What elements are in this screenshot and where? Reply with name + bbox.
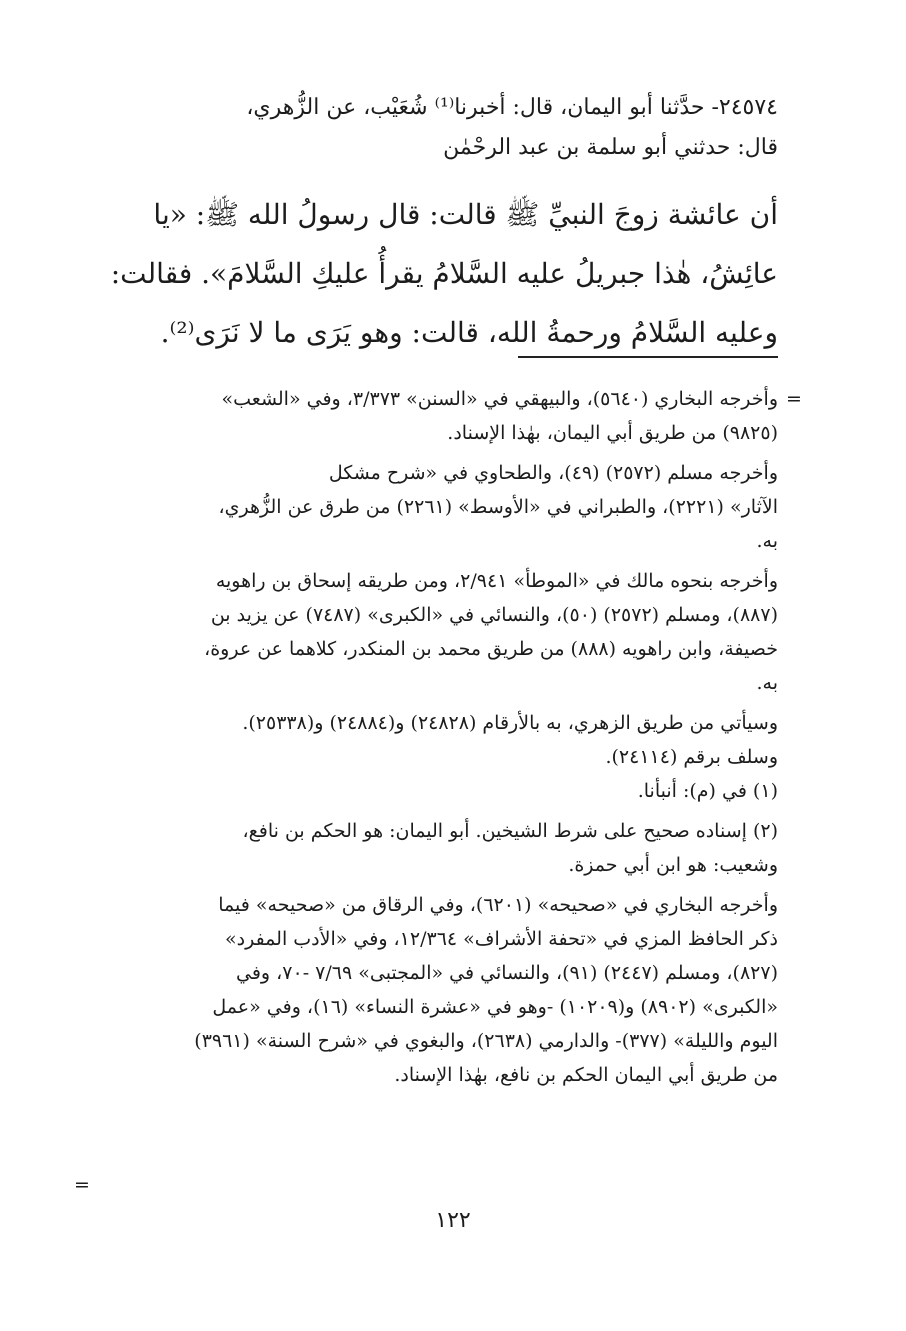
hadith-isnad — [78, 88, 778, 168]
footnote-line: (٨٨٧)، ومسلم (٢٥٧٢) (٥٠)، والنسائي في «الكبرى» (٧٤٨٧) عن يزيد بن — [210, 604, 778, 626]
page-number: ١٢٢ — [435, 1208, 471, 1233]
footnote-paragraph — [78, 706, 778, 774]
footnote-separator — [518, 356, 778, 358]
matn-line: وعليه السَّلامُ ورحمةُ الله، قالت: وهو يَرَى ما لا نَرَى⁽²⁾. — [160, 316, 778, 349]
footnote-line: (٨٢٧)، ومسلم (٢٤٤٧) (٩١)، والنسائي في «المجتبى» ٧/٦٩ -٧٠، وفي — [236, 962, 778, 984]
footnote-paragraph — [78, 814, 778, 882]
footnote-line: (٩٨٢٥) من طريق أبي اليمان، بهٰذا الإسناد. — [447, 422, 778, 444]
footnote-line: من طريق أبي اليمان الحكم بن نافع، بهٰذا الإسناد. — [394, 1064, 778, 1086]
hadith-matn — [78, 185, 778, 362]
footnote-line: به. — [756, 530, 778, 552]
footnote-line: وأخرجه بنحوه مالك في «الموطأ» ٢/٩٤١، ومن طريقه إسحاق بن راهويه — [215, 570, 778, 592]
footnote-paragraph — [78, 888, 778, 1092]
footnote-line: خصيفة، وابن راهويه (٨٨٨) من طريق محمد بن المنكدر، كلاهما عن عروة، — [204, 638, 778, 660]
footnote-paragraph — [78, 564, 778, 700]
footnote-line: اليوم والليلة» (٣٧٧)- والدارمي (٢٦٣٨)، والبغوي في «شرح السنة» (٣٩٦١) — [194, 1030, 778, 1052]
footnote-line: «الكبرى» (٨٩٠٢) و(١٠٢٠٩) -وهو في «عشرة النساء» (١٦)، وفي «عمل — [212, 996, 778, 1018]
continuation-mark-bottom: = — [74, 1174, 90, 1196]
footnote-line: ذكر الحافظ المزي في «تحفة الأشراف» ١٢/٣٦٤، وفي «الأدب المفرد» — [225, 928, 778, 950]
footnote-line: وسلف برقم (٢٤١١٤). — [605, 746, 778, 768]
footnote-paragraph — [78, 382, 778, 450]
continuation-mark-top: = — [786, 388, 802, 410]
footnote-line: (١) في (م): أنبأنا. — [637, 780, 778, 802]
footnote-line: وأخرجه البخاري (٥٦٤٠)، والبيهقي في «السنن» ٣/٣٧٣، وفي «الشعب» — [221, 388, 778, 410]
footnote-line: وشعيب: هو ابن أبي حمزة. — [568, 854, 778, 876]
footnotes — [78, 382, 778, 1092]
matn-line: أن عائشة زوجَ النبيِّ ﷺ قالت: قال رسولُ الله ﷺ: «يا — [153, 198, 778, 231]
footnote-line: وسيأتي من طريق الزهري، به بالأرقام (٢٤٨٢٨) و(٢٤٨٨٤) و(٢٥٣٣٨). — [242, 712, 778, 734]
footnote-line: (٢) إسناده صحيح على شرط الشيخين. أبو اليمان: هو الحكم بن نافع، — [242, 820, 778, 842]
footnote-line: به. — [756, 672, 778, 694]
isnad-line: ٢٤٥٧٤- حدَّثنا أبو اليمان، قال: أخبرنا⁽¹⁾ شُعَيْب، عن الزُّهري، — [246, 95, 778, 120]
matn-line: عائِشُ، هٰذا جبريلُ عليه السَّلامُ يقرأُ عليكِ السَّلامَ». فقالت: — [110, 257, 778, 290]
footnote-line: الآثار» (٢٢٢١)، والطبراني في «الأوسط» (٢٢٦١) من طرق عن الزُّهري، — [218, 496, 778, 518]
isnad-line: قال: حدثني أبو سلمة بن عبد الرحْمٰن — [443, 135, 778, 160]
footnote-paragraph — [78, 456, 778, 558]
footnote-line: وأخرجه مسلم (٢٥٧٢) (٤٩)، والطحاوي في «شرح مشكل — [328, 462, 778, 484]
footnote-paragraph — [78, 774, 778, 808]
footnote-line: وأخرجه البخاري في «صحيحه» (٦٢٠١)، وفي الرقاق من «صحيحه» فيما — [218, 894, 778, 916]
